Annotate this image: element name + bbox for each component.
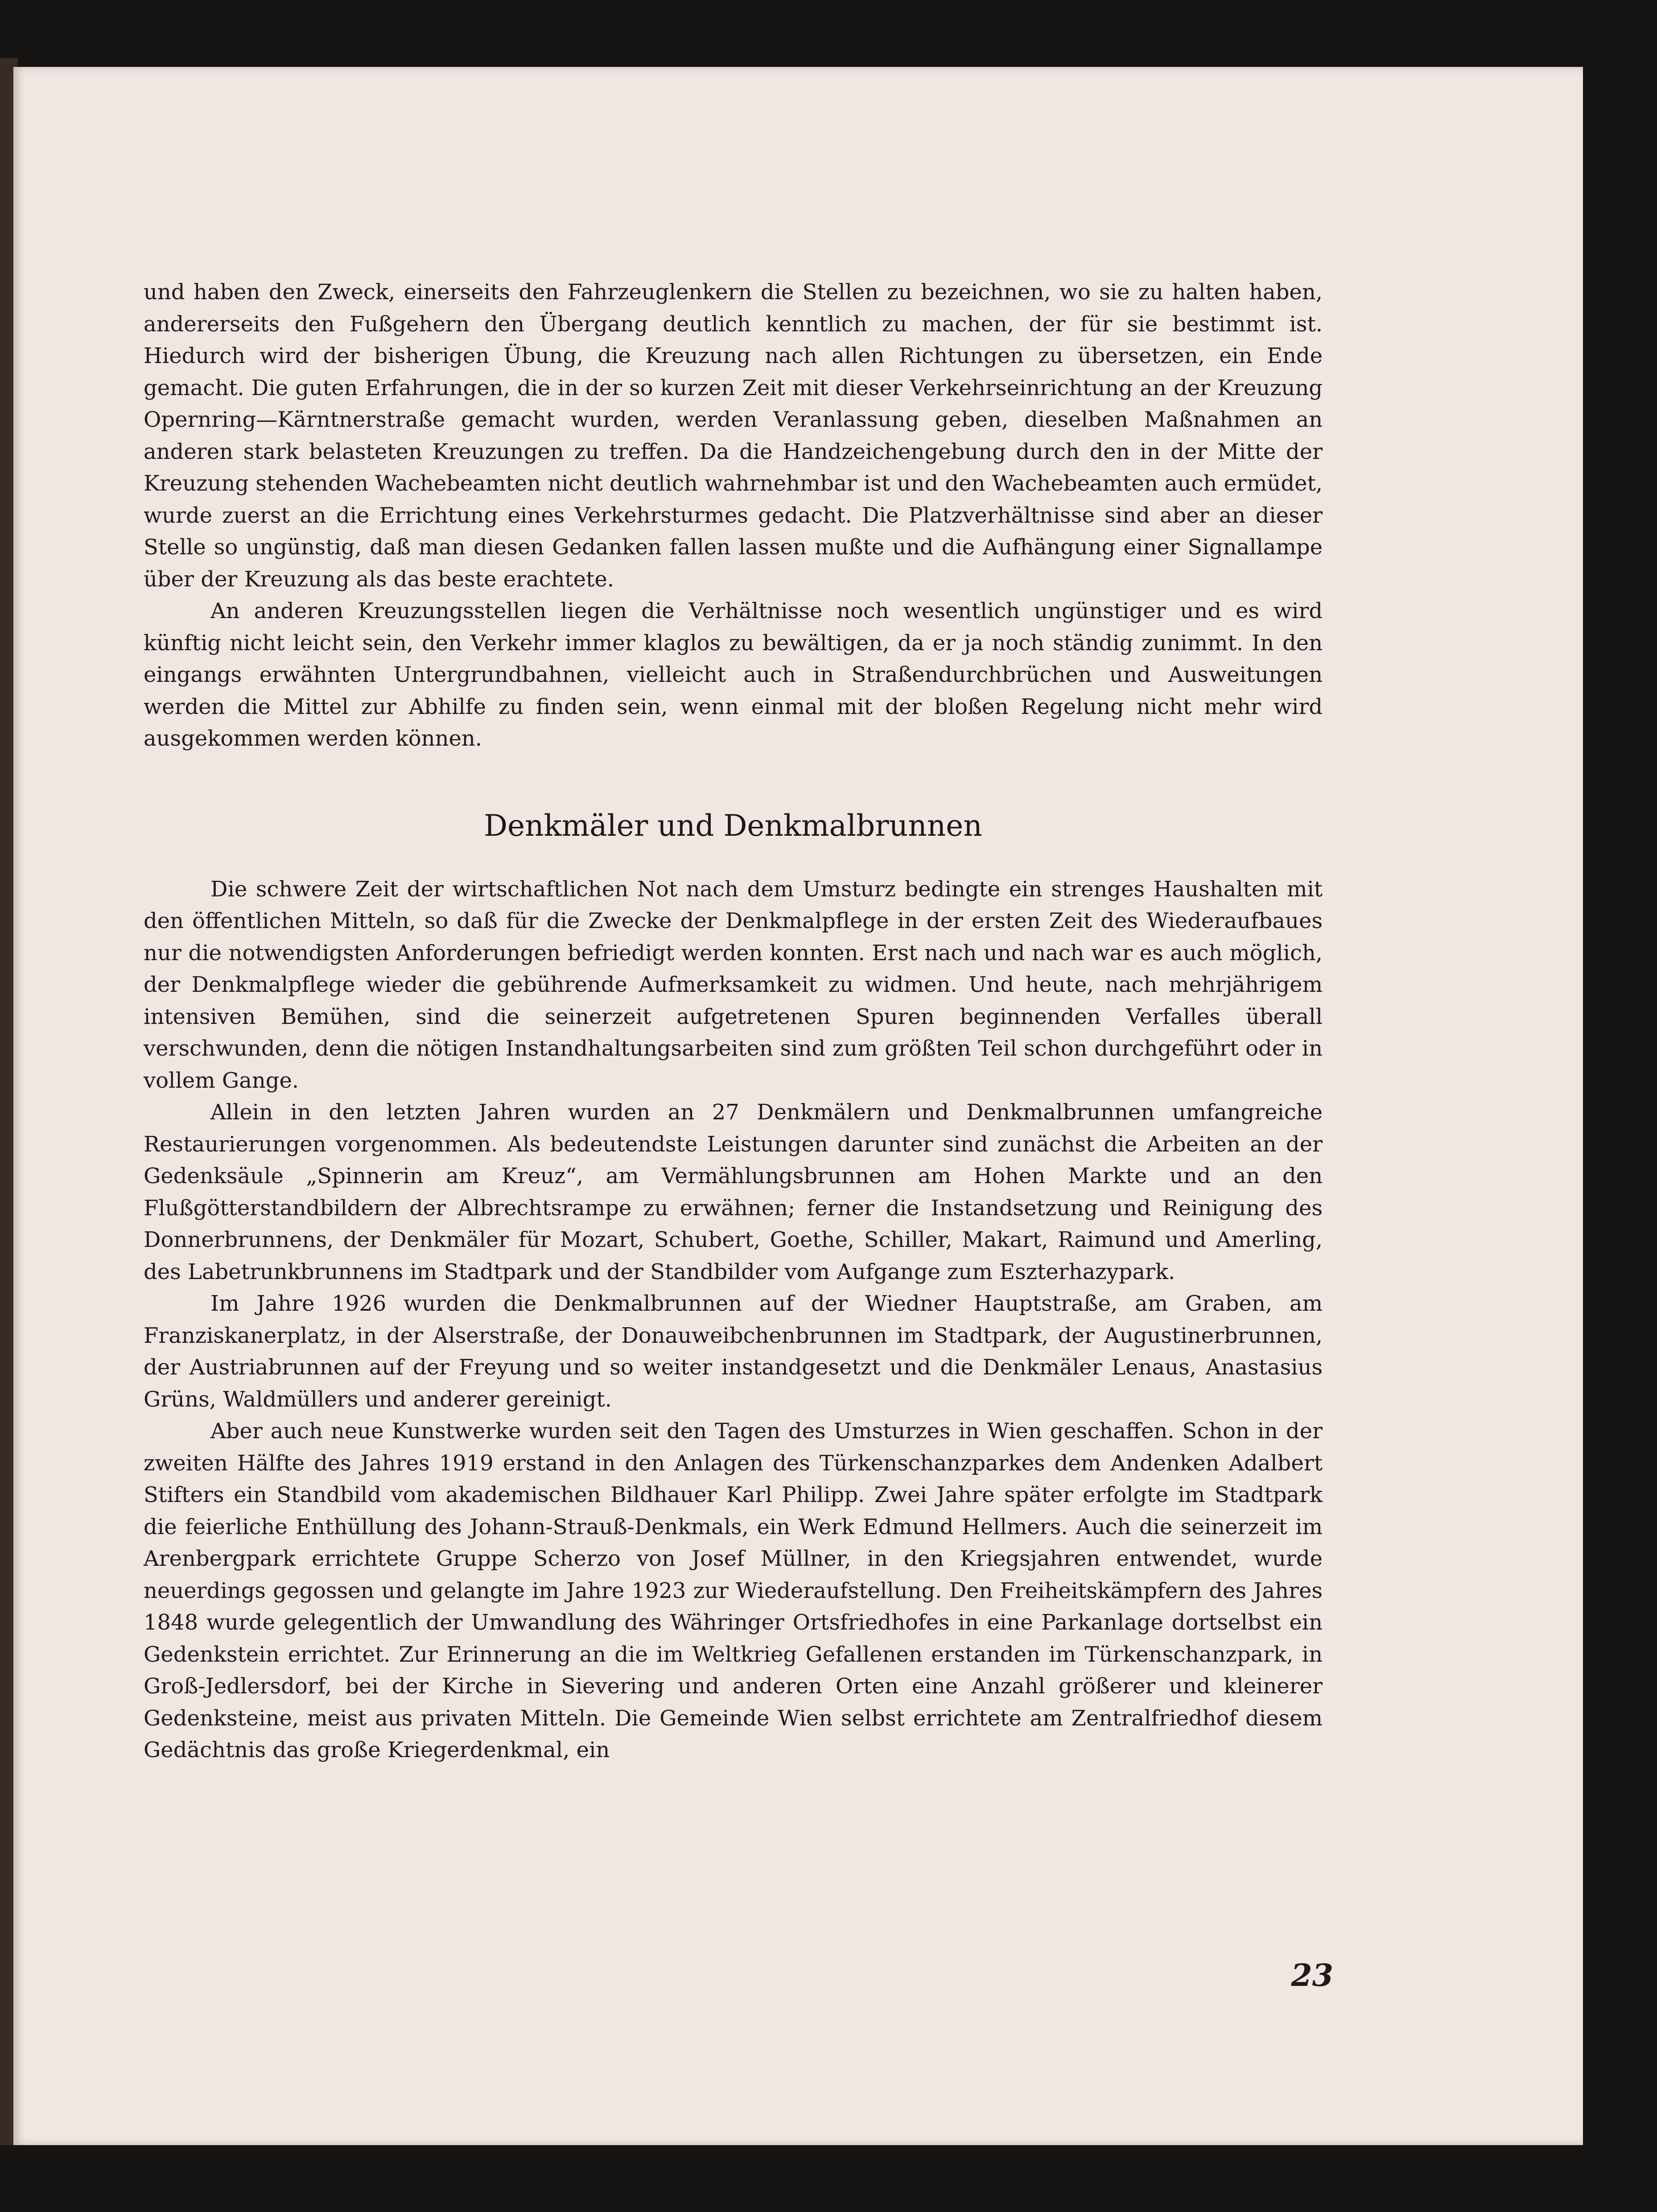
paragraph-denkmalpflege: Die schwere Zeit der wirtschaftlichen Not nach dem Umsturz bedingte ein strenges Haushalten mit den öffentlichen Mitteln, so daß für die Zwecke der Denkmalpflege in der ersten Zeit des Wiederaufbaues nur die notwendigsten Anforderungen befriedigt werden konnten. Erst nach und nach war es auch möglich, der Denkmalpflege wieder die gebührende Aufmerksamkeit zu widmen. Und heute, nach mehrjährigem intensiven Bemühen, sind die seinerzeit aufgetretenen Spuren beginnenden Verfalles überall verschwunden, denn die nötigen Instandhaltungsarbeiten sind zum größten Teil schon durchgeführt oder in vollem Gange. (144, 876, 1323, 1093)
book-page (13, 67, 1583, 2145)
text-block (144, 276, 1323, 1766)
section-heading: Denkmäler und Denkmalbrunnen (484, 808, 982, 843)
paragraph-restaurierungen: Allein in den letzten Jahren wurden an 27 Denkmälern und Denkmalbrunnen umfangreiche Restaurierungen vorgenommen. Als bedeutendste Leistungen darunter sind zunächst die Arbeiten an der Gedenksäule „Spinnerin am Kreuz“, am Vermählungsbrunnen am Hohen Markte und an den Flußgötterstandbildern der Albrechtsrampe zu erwähnen; ferner die Instandsetzung und Reinigung des Donnerbrunnens, der Denkmäler für Mozart, Schubert, Goethe, Schiller, Makart, Raimund und Amerling, des Labetrunkbrunnens im Stadtpark und der Standbilder vom Aufgange zum Eszterhazypark. (144, 1100, 1323, 1284)
paragraph-jahr-1926: Im Jahre 1926 wurden die Denkmalbrunnen auf der Wiedner Hauptstraße, am Graben, am Franziskanerplatz, in der Alserstraße, der Donauweibchenbrunnen im Stadtpark, der Augustinerbrunnen, der Austriabrunnen auf der Freyung und so weiter instandgesetzt und die Denkmäler Lenaus, Anastasius Grüns, Waldmüllers und anderer gereinigt. (144, 1291, 1323, 1412)
page-number: 23 (1291, 1958, 1333, 1993)
paragraph-neue-kunstwerke: Aber auch neue Kunstwerke wurden seit den Tagen des Umsturzes in Wien geschaffen. Schon in der zweiten Hälfte des Jahres 1919 erstand in den Anlagen des Türkenschanzparkes dem Andenken Adalbert Stifters ein Standbild vom akademischen Bildhauer Karl Philipp. Zwei Jahre später erfolgte im Stadtpark die feierliche Enthüllung des Johann-Strauß-Denkmals, ein Werk Edmund Hellmers. Auch die seinerzeit im Arenbergpark errichtete Gruppe Scherzo von Josef Müllner, in den Kriegsjahren entwendet, wurde neuerdings gegossen und gelangte im Jahre 1923 zur Wiederaufstellung. Den Freiheitskämpfern des Jahres 1848 wurde gelegentlich der Umwandlung des Währinger Ortsfriedhofes in eine Parkanlage dortselbst ein Gedenkstein errichtet. Zur Erinnerung an die im Weltkrieg Gefallenen erstanden im Türkenschanzpark, in Groß-Jedlersdorf, bei der Kirche in Sievering und anderen Orten eine Anzahl größerer und kleinerer Gedenksteine, meist aus privaten Mitteln. Die Gemeinde Wien selbst errichtete am Zentralfriedhof diesem Gedächtnis das große Kriegerdenkmal, ein (144, 1419, 1323, 1762)
paragraph-kreuzungsstellen: An anderen Kreuzungsstellen liegen die Verhältnisse noch wesentlich ungünstiger und es wird künftig nicht leicht sein, den Verkehr immer klaglos zu bewältigen, da er ja noch ständig zunimmt. In den eingangs erwähnten Untergrundbahnen, vielleicht auch in Straßendurchbrüchen und Ausweitungen werden die Mittel zur Abhilfe zu finden sein, wenn einmal mit der bloßen Regelung nicht mehr wird ausgekommen werden können. (144, 598, 1323, 751)
paragraph-continued: und haben den Zweck, einerseits den Fahrzeuglenkern die Stellen zu bezeichnen, wo sie zu halten haben, andererseits den Fußgehern den Übergang deutlich kenntlich zu machen, der für sie bestimmt ist. Hiedurch wird der bisherigen Übung, die Kreuzung nach allen Richtungen zu übersetzen, ein Ende gemacht. Die guten Erfahrungen, die in der so kurzen Zeit mit dieser Verkehrseinrichtung an der Kreuzung Opernring—Kärntnerstraße gemacht wurden, werden Veranlassung geben, dieselben Maßnahmen an anderen stark belasteten Kreuzungen zu treffen. Da die Handzeichengebung durch den in der Mitte der Kreuzung stehenden Wachebeamten nicht deutlich wahrnehmbar ist und den Wachebeamten auch ermüdet, wurde zuerst an die Errichtung eines Verkehrsturmes gedacht. Die Platzverhältnisse sind aber an dieser Stelle so ungünstig, daß man diesen Gedanken fallen lassen mußte und die Aufhängung einer Signallampe über der Kreuzung als das beste erachtete. (144, 280, 1323, 592)
